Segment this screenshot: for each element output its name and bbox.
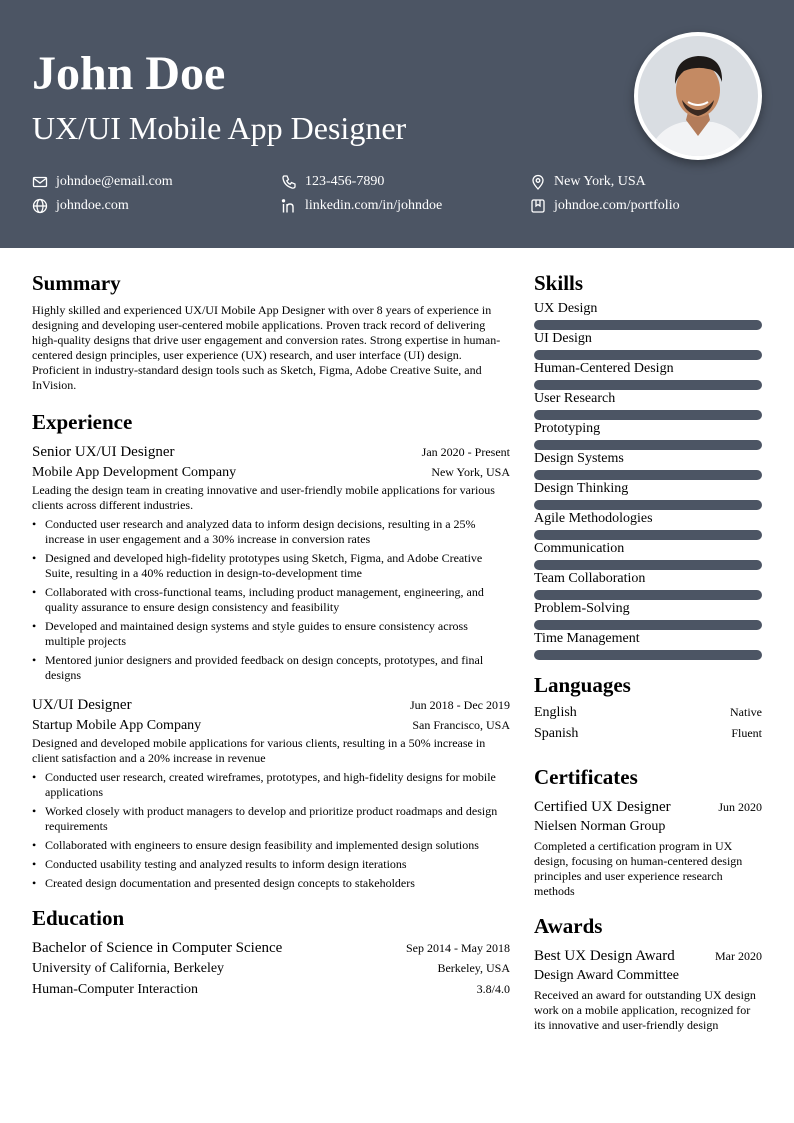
phone-text: 123-456-7890 [305, 174, 385, 189]
job-bullets [32, 770, 510, 891]
location-icon [530, 174, 546, 190]
header [0, 0, 794, 248]
skill-name: Prototyping [534, 421, 601, 436]
experience-section [32, 409, 510, 891]
job-bullets [32, 517, 510, 683]
contact-list [32, 172, 762, 216]
school-name: University of California, Berkeley [32, 961, 225, 976]
award-name: Best UX Design Award [534, 948, 675, 964]
skill-item [534, 510, 762, 540]
skill-bar [534, 380, 762, 390]
list-item: • Developed and maintained design systems and style guides to ensure consistency across multiple projects [32, 619, 510, 649]
job-entry [32, 442, 510, 683]
skill-item [534, 630, 762, 660]
contact-location [530, 172, 762, 192]
contact-phone[interactable] [281, 172, 530, 192]
skill-name: User Research [534, 391, 616, 406]
email-text: johndoe@email.com [56, 174, 173, 189]
skill-name: Human-Centered Design [534, 361, 674, 376]
certificates-heading: Certificates [534, 765, 638, 789]
skill-bar [534, 410, 762, 420]
skill-item [534, 570, 762, 600]
skill-name: Agile Methodologies [534, 511, 653, 526]
skill-item [534, 360, 762, 390]
skill-name: Communication [534, 541, 625, 556]
job-role: Senior UX/UI Designer [32, 444, 175, 460]
summary-section [32, 270, 510, 393]
linkedin-icon [281, 198, 297, 214]
education-section [32, 905, 510, 1000]
job-description: Designed and developed mobile applications for various clients, resulting in a 50% increase in client satisfaction and a 20% increase in revenue [32, 736, 486, 765]
linkedin-text: linkedin.com/in/johndoe [305, 198, 443, 213]
skill-bar [534, 650, 762, 660]
education-dates: Sep 2014 - May 2018 [406, 941, 510, 955]
skill-item [534, 600, 762, 630]
skill-item [534, 330, 762, 360]
award-date: Mar 2020 [715, 949, 762, 963]
phone-icon [281, 174, 297, 190]
field-of-study: Human-Computer Interaction [32, 982, 199, 997]
skill-name: Design Thinking [534, 481, 629, 496]
list-item: • Worked closely with product managers to develop and prioritize product roadmaps and design requirements [32, 804, 510, 834]
list-item: • Designed and developed high-fidelity prototypes using Sketch, Figma, and Adobe Creative Suite, resulting in a 40% reduction in design-to-development time [32, 551, 510, 581]
job-location: New York, USA [431, 465, 510, 479]
skill-item [534, 390, 762, 420]
skill-name: UI Design [534, 331, 592, 346]
summary-heading: Summary [32, 271, 121, 295]
summary-text: Highly skilled and experienced UX/UI Mobile App Designer with over 8 years of experience in designing and developing user-centered mobile applications. Proven track record of delivering high-quality designs that drive user engagement and conversion rates. Strong expertise in human-centered design principles, user experience (UX) research, and user interface (UI) design. Proficient in industry-standard design tools such as Sketch, Figma, Adobe Creative Suite, and InVision. [32, 303, 501, 392]
award-issuer: Design Award Committee [534, 968, 679, 983]
skill-bar [534, 320, 762, 330]
gpa: 3.8/4.0 [476, 982, 510, 996]
skill-bar [534, 530, 762, 540]
skill-bar [534, 350, 762, 360]
language-level: Fluent [731, 726, 762, 740]
awards-heading: Awards [534, 914, 603, 938]
degree-name: Bachelor of Science in Computer Science [32, 940, 283, 956]
list-item: • Created design documentation and presented design concepts to stakeholders [32, 876, 510, 891]
skill-bar [534, 560, 762, 570]
skill-name: Problem-Solving [534, 601, 630, 616]
globe-icon [32, 198, 48, 214]
skill-name: Time Management [534, 631, 640, 646]
contact-email[interactable] [32, 172, 281, 192]
contact-portfolio[interactable] [530, 196, 762, 216]
skill-bar [534, 470, 762, 480]
skill-bar [534, 500, 762, 510]
experience-heading: Experience [32, 410, 133, 434]
languages-heading: Languages [534, 673, 631, 697]
job-location: San Francisco, USA [412, 718, 510, 732]
job-title: UX/UI Mobile App Designer [32, 110, 407, 146]
award-description: Received an award for outstanding UX design work on a mobile application, recognized for its innovative and user-friendly design [534, 988, 756, 1032]
language-name: English [534, 705, 577, 720]
website-text: johndoe.com [56, 198, 129, 213]
list-item: • Conducted user research, created wireframes, prototypes, and high-fidelity designs for mobile applications [32, 770, 510, 800]
job-company: Mobile App Development Company [32, 465, 237, 480]
portfolio-icon [530, 198, 546, 214]
skills-heading: Skills [534, 271, 584, 295]
location-text: New York, USA [554, 174, 646, 189]
contact-linkedin[interactable] [281, 196, 530, 216]
job-company: Startup Mobile App Company [32, 718, 202, 733]
language-level: Native [730, 705, 762, 719]
skill-item [534, 480, 762, 510]
skill-bar [534, 590, 762, 600]
certificate-issuer: Nielsen Norman Group [534, 819, 666, 834]
skill-name: Design Systems [534, 451, 624, 466]
skill-item [534, 300, 762, 330]
skill-name: UX Design [534, 301, 598, 316]
skill-bar [534, 620, 762, 630]
certificate-name: Certified UX Designer [534, 799, 671, 815]
avatar [638, 36, 758, 156]
mail-icon [32, 174, 48, 190]
person-name: John Doe [32, 47, 226, 100]
profile-photo [634, 32, 762, 160]
list-item: • Mentored junior designers and provided feedback on design concepts, prototypes, and final designs [32, 653, 510, 683]
job-dates: Jan 2020 - Present [421, 445, 510, 459]
list-item: • Conducted user research and analyzed data to inform design decisions, resulting in a 25% increase in user engagement and a 30% increase in conversion rates [32, 517, 510, 547]
right-column [534, 270, 762, 1033]
list-item: • Collaborated with cross-functional teams, including product management, engineering, and quality assurance to ensure design consistency and feasibility [32, 585, 510, 615]
awards-section [534, 913, 762, 1033]
skill-item [534, 420, 762, 450]
contact-website[interactable] [32, 196, 281, 216]
certificates-section [534, 764, 762, 899]
language-name: Spanish [534, 726, 579, 741]
school-location: Berkeley, USA [437, 961, 510, 975]
job-entry [32, 695, 510, 891]
job-description: Leading the design team in creating innovative and user-friendly mobile applications for various clients across different industries. [32, 483, 495, 512]
skill-bar [534, 440, 762, 450]
skills-section [534, 270, 762, 660]
list-item: • Collaborated with engineers to ensure design feasibility and implemented design solutions [32, 838, 510, 853]
skill-name: Team Collaboration [534, 571, 646, 586]
certificate-date: Jun 2020 [718, 800, 762, 814]
skill-item [534, 540, 762, 570]
left-column [32, 270, 510, 1000]
job-role: UX/UI Designer [32, 697, 132, 713]
skill-item [534, 450, 762, 480]
languages-section [534, 672, 762, 744]
portfolio-text: johndoe.com/portfolio [554, 198, 680, 213]
job-dates: Jun 2018 - Dec 2019 [410, 698, 510, 712]
list-item: • Conducted usability testing and analyzed results to inform design iterations [32, 857, 510, 872]
education-heading: Education [32, 906, 125, 930]
certificate-description: Completed a certification program in UX design, focusing on human-centered design principles and user experience research methods [534, 839, 743, 898]
